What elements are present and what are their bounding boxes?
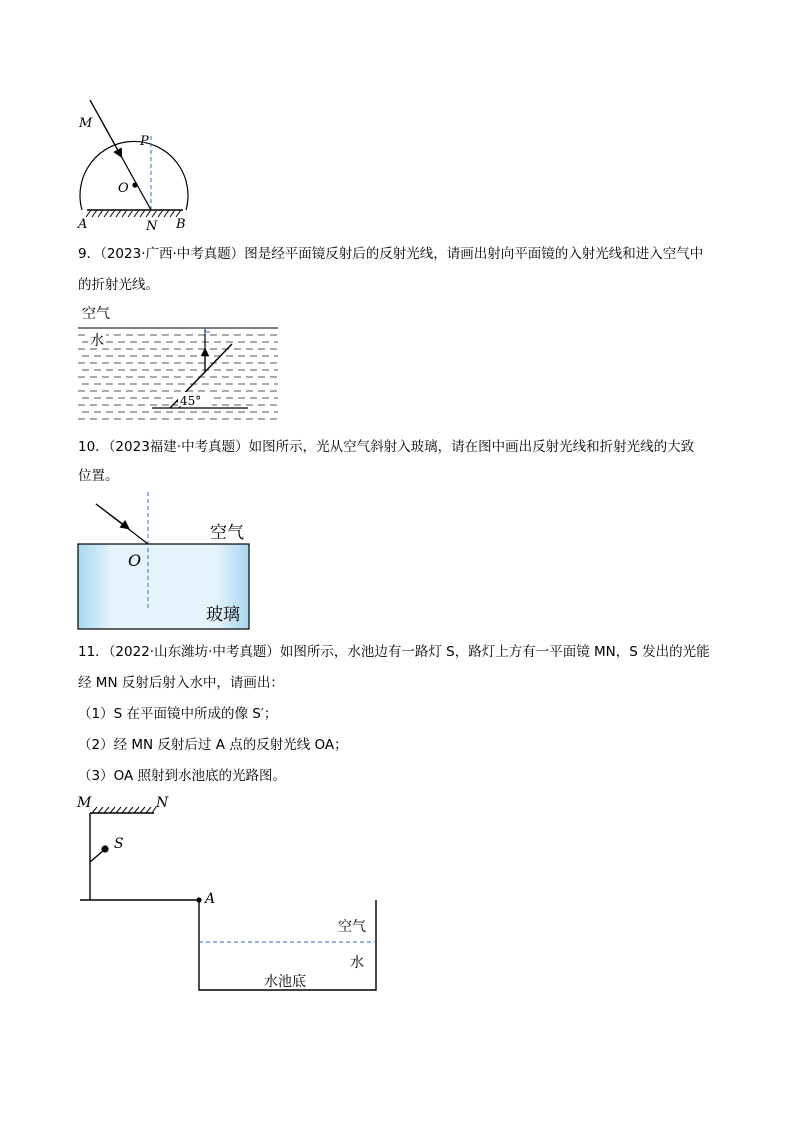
label-water: 水 <box>350 955 364 971</box>
q11-text-line1: 11．（2022·山东潍坊·中考真题）如图所示，水池边有一路灯 S，路灯上方有一平面镜 MN，S 发出的光能 <box>78 644 710 660</box>
water-dashes <box>78 335 278 419</box>
label-air: 空气 <box>210 523 244 543</box>
label-n: N <box>146 219 158 232</box>
lamp-s <box>101 845 108 852</box>
label-b: B <box>176 217 186 232</box>
point-o <box>132 182 137 187</box>
mirror-hatching <box>86 210 181 217</box>
label-s: S <box>114 836 124 852</box>
q11-text-line2: 经 MN 反射后射入水中，请画出： <box>78 675 284 691</box>
label-air: 空气 <box>338 919 366 935</box>
figure-q11-pool <box>74 792 386 996</box>
mirror-hatching <box>92 807 156 813</box>
label-m: M <box>79 116 93 131</box>
label-p: P <box>140 134 149 149</box>
label-glass: 玻璃 <box>206 605 240 625</box>
label-o: O <box>118 181 129 196</box>
label-bottom: 水池底 <box>264 974 306 990</box>
label-a: A <box>205 891 216 907</box>
q9-text-line1: 9．（2023·广西·中考真题）图是经平面镜反射后的反射光线，请画出射向平面镜的入射光线和进入空气中 <box>78 246 704 262</box>
q11-item2: （2）经 MN 反射后过 A 点的反射光线 OA； <box>78 737 348 753</box>
q10-text-line1: 10．（2023福建·中考真题）如图所示，光从空气斜射入玻璃，请在图中画出反射光线和折射光线的大致 <box>78 439 695 455</box>
label-m: M <box>77 795 92 811</box>
circle-arc <box>80 141 188 210</box>
figure-q10-air-glass <box>76 490 256 632</box>
label-angle: 45° <box>180 394 202 408</box>
label-water: 水 <box>90 333 104 349</box>
label-air: 空气 <box>82 306 110 322</box>
q9-text-line2: 的折射光线。 <box>78 277 159 293</box>
q11-item1: （1）S 在平面镜中所成的像 S′； <box>78 706 278 722</box>
figure-q9-water-mirror <box>74 302 280 424</box>
q10-text-line2: 位置。 <box>78 468 119 484</box>
label-n: N <box>156 795 169 811</box>
lamp-arm <box>90 850 104 862</box>
figure-q8-semicircle-mirror <box>70 98 200 232</box>
label-o: O <box>128 551 142 570</box>
label-a: A <box>78 217 88 232</box>
q11-item3: （3）OA 照射到水池底的光路图。 <box>78 768 287 784</box>
